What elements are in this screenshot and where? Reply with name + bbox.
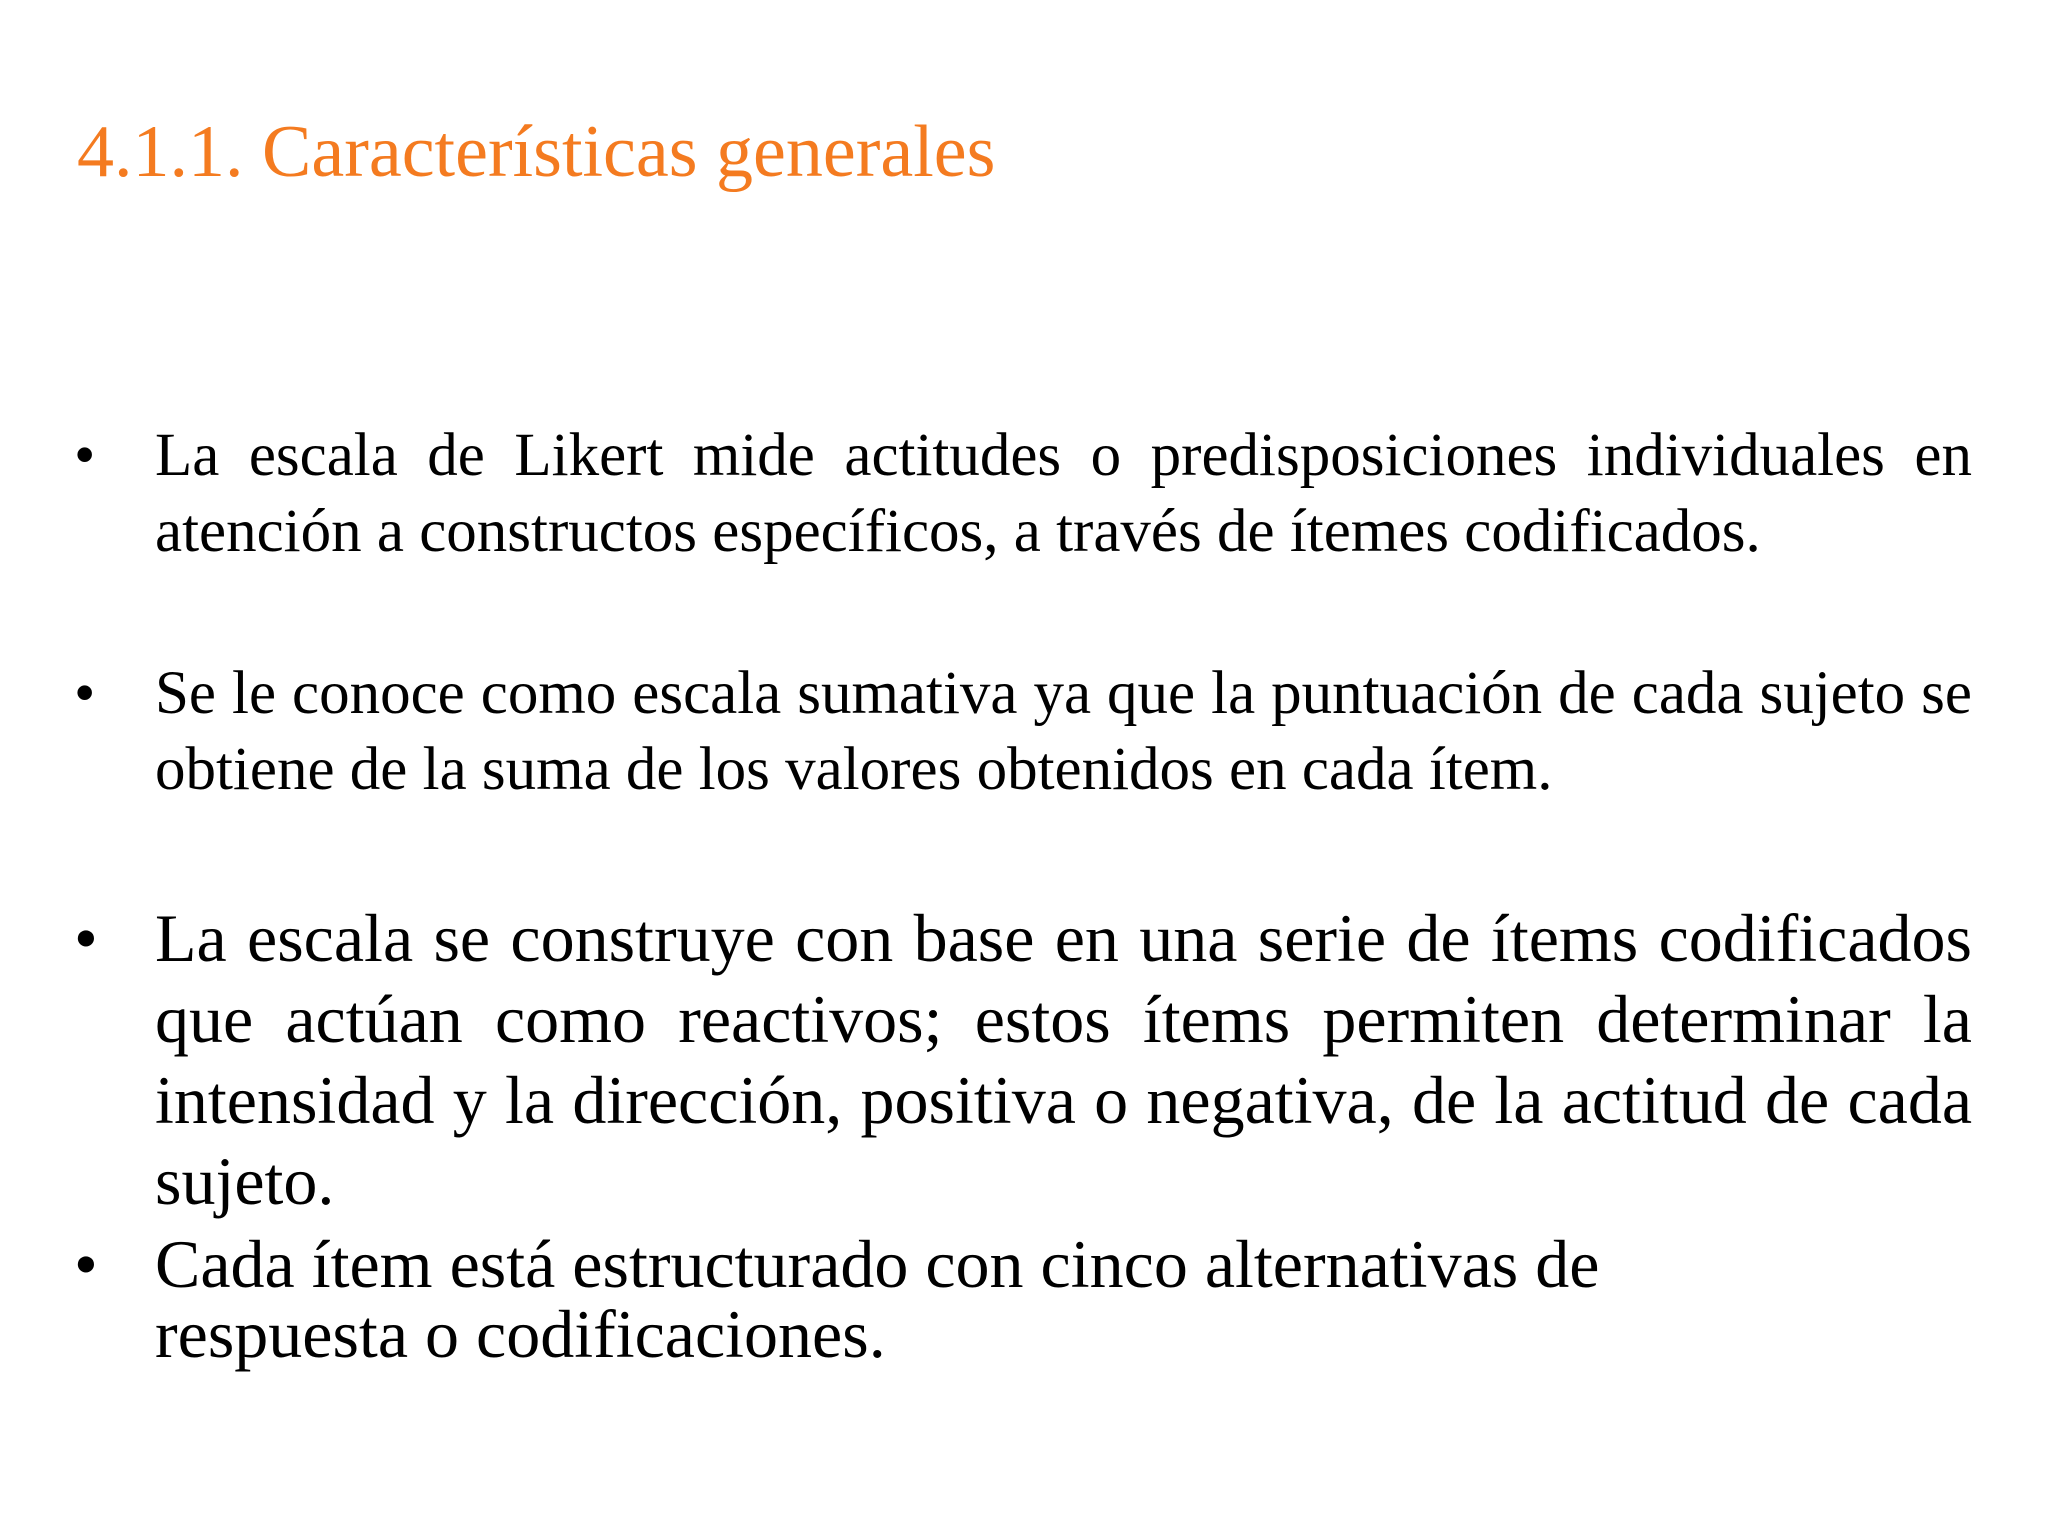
slide-title: 4.1.1. Características generales bbox=[77, 111, 996, 193]
bullet-dot-icon: • bbox=[74, 1226, 98, 1302]
bullet-text: La escala se construye con base en una serie de ítems codificados que actúan como reactivos; estos ítems permiten determinar la intensidad y la dirección, positiva o negativa, de la actitud de cada sujeto. bbox=[155, 900, 1972, 1219]
bullet-dot-icon: • bbox=[74, 660, 96, 727]
bullet-text: Se le conoce como escala sumativa ya que la puntuación de cada sujeto se obtiene de la suma de los valores obtenidos en cada ítem. bbox=[155, 660, 1972, 803]
bullet-dot-icon: • bbox=[74, 422, 96, 489]
bullet-text: La escala de Likert mide actitudes o predisposiciones individuales en atención a constructos específicos, a través de ítemes codificados. bbox=[155, 422, 1972, 565]
bullet-text: Cada ítem está estructurado con cinco alternativas de respuesta o codificaciones. bbox=[155, 1226, 1600, 1372]
bullet-dot-icon: • bbox=[74, 900, 98, 976]
